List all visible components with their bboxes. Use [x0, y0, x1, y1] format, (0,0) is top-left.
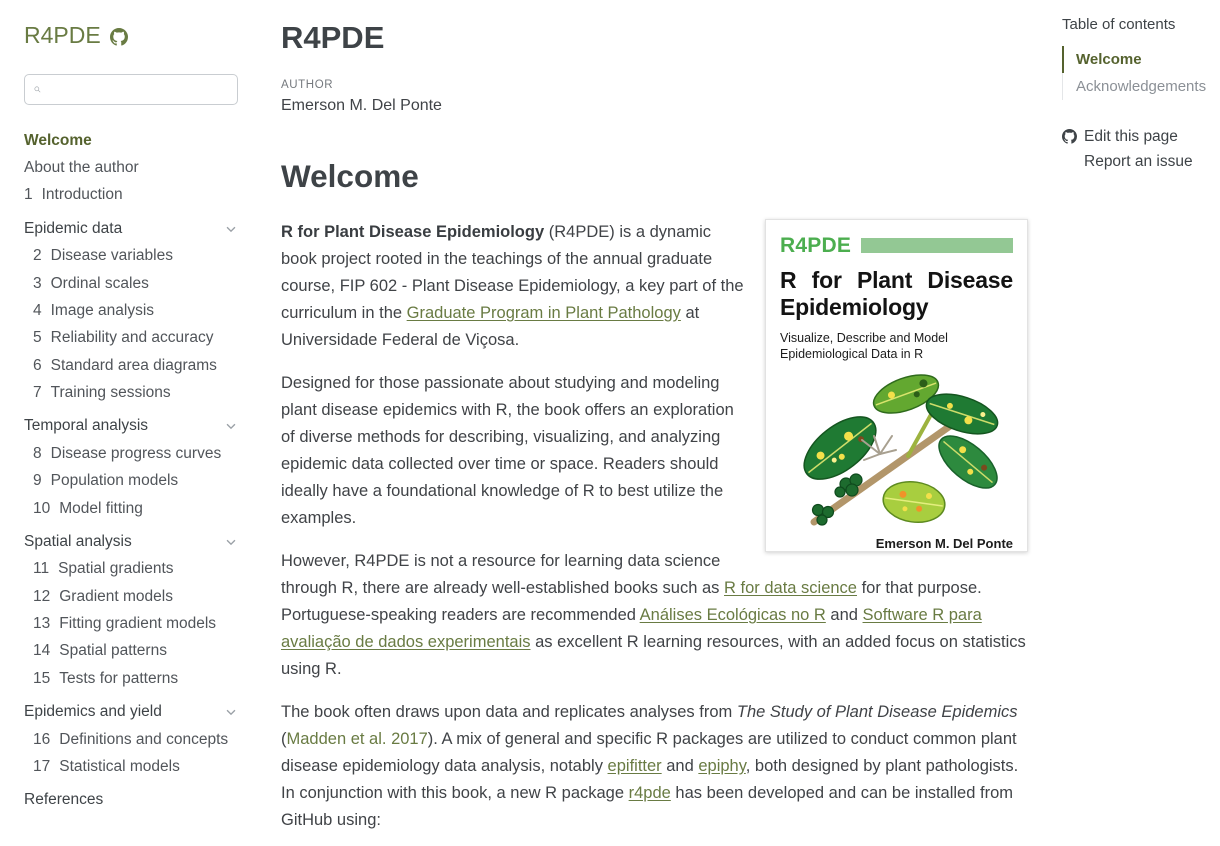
chapter-number: 5: [33, 329, 42, 347]
chapter-number: 12: [33, 587, 51, 605]
cover-title-line2: Epidemiology: [780, 294, 929, 320]
toc-item-acknowledgements[interactable]: Acknowledgements: [1062, 73, 1214, 100]
chapter-number: 7: [33, 384, 42, 402]
main-content: [281, 0, 1028, 846]
author-label: AUTHOR: [281, 79, 334, 91]
toc-heading: Table of contents: [1062, 16, 1176, 33]
sidebar-item-model-fitting[interactable]: [24, 495, 238, 522]
sidebar-item-label: References: [24, 791, 104, 809]
sidebar-item-label: Model fitting: [59, 499, 143, 517]
sidebar-item-spatial-patterns[interactable]: [24, 638, 238, 665]
search-box[interactable]: [24, 74, 238, 105]
sidebar-section-epidemics-and-yield[interactable]: [24, 699, 238, 726]
italic-text: The Study of Plant Disease Epidemics: [736, 703, 1018, 721]
inline-link-r-for-data-science[interactable]: R for data science: [724, 579, 857, 597]
sidebar-section-spatial-analysis[interactable]: [24, 528, 238, 555]
cover-title-line1: [780, 267, 1013, 294]
author-name: Emerson M. Del Ponte: [281, 97, 442, 114]
sidebar-item-introduction[interactable]: [24, 182, 238, 209]
sidebar-item-label: Welcome: [24, 131, 92, 149]
diseased-branch-illustration: [788, 362, 1006, 530]
chapter-number: 10: [33, 499, 51, 517]
inline-link-madden-et-al-2017[interactable]: Madden et al. 2017: [286, 730, 428, 748]
chapter-number: 11: [33, 560, 50, 578]
sidebar-item-welcome[interactable]: [24, 127, 238, 154]
sidebar-section-label: Spatial analysis: [24, 532, 132, 550]
section-heading: Welcome: [281, 158, 419, 194]
cover-title-word: for: [811, 267, 842, 293]
sidebar-item-label: Gradient models: [59, 587, 173, 605]
paragraph: The book often draws upon data and replicates analyses from The Study of Plant Disease Epidemics (Madden et al. 2017). A mix of general and specific R packages are utilized to conduct common plant disease epidemiology data analysis, notably epifitter and epiphy, both designed by plant pathologists. In conjunction with this book, a new R package r4pde has been developed and can be installed from GitHub using:: [281, 703, 1019, 829]
chevron-down-icon: [224, 705, 238, 719]
sidebar-item-spatial-gradients[interactable]: [24, 556, 238, 583]
sidebar: [0, 0, 262, 814]
chapter-number: 17: [33, 757, 51, 775]
sidebar-item-training-sessions[interactable]: [24, 379, 238, 406]
inline-link-epiphy[interactable]: epiphy: [698, 757, 746, 775]
github-icon[interactable]: [110, 28, 128, 46]
table-of-contents: [1062, 0, 1214, 174]
sidebar-item-label: Fitting gradient models: [59, 615, 217, 633]
cover-subtitle: [780, 330, 1013, 362]
chapter-number: 15: [33, 669, 51, 687]
toc-actions: [1062, 124, 1214, 174]
toc-list: [1062, 46, 1214, 100]
sidebar-item-definitions-and-concepts[interactable]: [24, 726, 238, 753]
sidebar-item-gradient-models[interactable]: [24, 583, 238, 610]
search-input[interactable]: [47, 82, 228, 98]
sidebar-book-title[interactable]: R4PDE: [24, 22, 101, 48]
github-icon: [1062, 129, 1077, 144]
chapter-number: 9: [33, 472, 42, 490]
chapter-number: 16: [33, 730, 51, 748]
sidebar-item-tests-for-patterns[interactable]: [24, 665, 238, 692]
inline-link-analises-ecologicas-no-r[interactable]: Análises Ecológicas no R: [639, 606, 826, 624]
sidebar-header: [24, 22, 238, 49]
chevron-down-icon: [224, 222, 238, 236]
sidebar-item-fitting-gradient-models[interactable]: [24, 610, 238, 637]
sidebar-item-label: Image analysis: [50, 301, 155, 319]
search-icon: [34, 82, 41, 97]
sidebar-item-reliability-and-accuracy[interactable]: [24, 325, 238, 352]
sidebar-item-label: Reliability and accuracy: [50, 329, 214, 347]
paragraph: Designed for those passionate about studying and modeling plant disease epidemics with R, the book offers an exploration of diverse methods for describing, visualizing, and analyzing epidemic data collected over time or space. Readers should ideally have a foundational knowledge of R to best utilize the examples.: [281, 374, 734, 527]
sidebar-item-label: About the author: [24, 159, 139, 177]
sidebar-item-label: Population models: [50, 472, 179, 490]
sidebar-item-label: Tests for patterns: [59, 669, 179, 687]
paragraph: However, R4PDE is not a resource for learning data science through R, there are already well-established books such as R for data science for that purpose. Portuguese-speaking readers are recommended Análises Ecológicas no R and Software R para avaliação de dados experimentais as excellent R learning resources, with an added focus on statistics using R.: [281, 552, 1026, 678]
sidebar-section-label: Epidemics and yield: [24, 703, 162, 721]
toc-link-edit-this-page[interactable]: [1062, 124, 1214, 149]
sidebar-item-image-analysis[interactable]: [24, 297, 238, 324]
sidebar-nav: [24, 127, 238, 814]
sidebar-item-disease-progress-curves[interactable]: [24, 440, 238, 467]
sidebar-item-label: Definitions and concepts: [59, 730, 229, 748]
sidebar-section-label: Epidemic data: [24, 219, 123, 237]
chapter-number: 8: [33, 444, 42, 462]
chevron-down-icon: [224, 535, 238, 549]
sidebar-item-disease-variables[interactable]: [24, 243, 238, 270]
sidebar-item-label: Spatial patterns: [59, 642, 167, 660]
sidebar-item-standard-area-diagrams[interactable]: [24, 352, 238, 379]
toc-item-welcome[interactable]: Welcome: [1062, 46, 1214, 73]
chapter-number: 1: [24, 186, 33, 204]
chapter-number: 2: [33, 247, 42, 265]
toc-link-label: Report an issue: [1084, 152, 1193, 170]
sidebar-item-label: Training sessions: [50, 384, 171, 402]
cover-brand-row: [780, 232, 1013, 259]
cover-title-word: Plant: [856, 267, 913, 293]
sidebar-section-label: Temporal analysis: [24, 417, 149, 435]
cover-green-bar: [861, 238, 1013, 253]
cover-title-word: R: [780, 267, 797, 293]
chapter-number: 13: [33, 615, 51, 633]
sidebar-item-label: Introduction: [41, 186, 123, 204]
sidebar-section-temporal-analysis[interactable]: [24, 413, 238, 440]
article-body: [281, 219, 1028, 834]
cover-subtitle-line1: Visualize, Describe and Model: [780, 331, 948, 345]
sidebar-item-label: Ordinal scales: [50, 274, 149, 292]
page-title: R4PDE: [281, 20, 385, 55]
toc-link-label: Edit this page: [1084, 127, 1178, 145]
paragraph: R for Plant Disease Epidemiology (R4PDE) is a dynamic book project rooted in the teachings of the annual graduate course, FIP 602 - Plant Disease Epidemiology, a key part of the curriculum in the Graduate Program in Plant Pathology at Universidade Federal de Viçosa.: [281, 223, 744, 349]
cover-brand: R4PDE: [780, 234, 852, 257]
cover-title-word: Disease: [927, 267, 1013, 293]
chapter-number: 4: [33, 301, 42, 319]
cover-author: Emerson M. Del Ponte: [875, 536, 1013, 551]
sidebar-item-label: Statistical models: [59, 757, 180, 775]
inline-link-r4pde[interactable]: r4pde: [628, 784, 671, 802]
chevron-down-icon: [224, 419, 238, 433]
toc-link-report-an-issue[interactable]: [1062, 149, 1214, 174]
inline-link-software-r-para-avaliacao-de-dados-experimentais[interactable]: Software R para avaliação de dados experimentais: [281, 606, 982, 651]
inline-link-graduate-program-in-plant-pathology[interactable]: Graduate Program in Plant Pathology: [406, 304, 681, 322]
book-cover: [765, 219, 1028, 552]
cover-title: [780, 267, 1013, 321]
sidebar-item-ordinal-scales[interactable]: [24, 270, 238, 297]
chapter-number: 14: [33, 642, 51, 660]
chapter-number: 6: [33, 356, 42, 374]
sidebar-item-references[interactable]: [24, 787, 238, 814]
bold-text: R for Plant Disease Epidemiology: [281, 223, 545, 241]
sidebar-item-about-the-author[interactable]: [24, 154, 238, 181]
chapter-number: 3: [33, 274, 42, 292]
sidebar-section-epidemic-data[interactable]: [24, 215, 238, 242]
sidebar-item-label: Disease progress curves: [50, 444, 222, 462]
sidebar-item-label: Spatial gradients: [58, 560, 174, 578]
cover-subtitle-line2: Epidemiological Data in R: [780, 347, 924, 361]
sidebar-item-label: Standard area diagrams: [50, 356, 217, 374]
sidebar-item-label: Disease variables: [50, 247, 173, 265]
sidebar-item-population-models[interactable]: [24, 468, 238, 495]
inline-link-epifitter[interactable]: epifitter: [607, 757, 662, 775]
sidebar-item-statistical-models[interactable]: [24, 753, 238, 780]
cover-illustration: [780, 362, 1013, 530]
